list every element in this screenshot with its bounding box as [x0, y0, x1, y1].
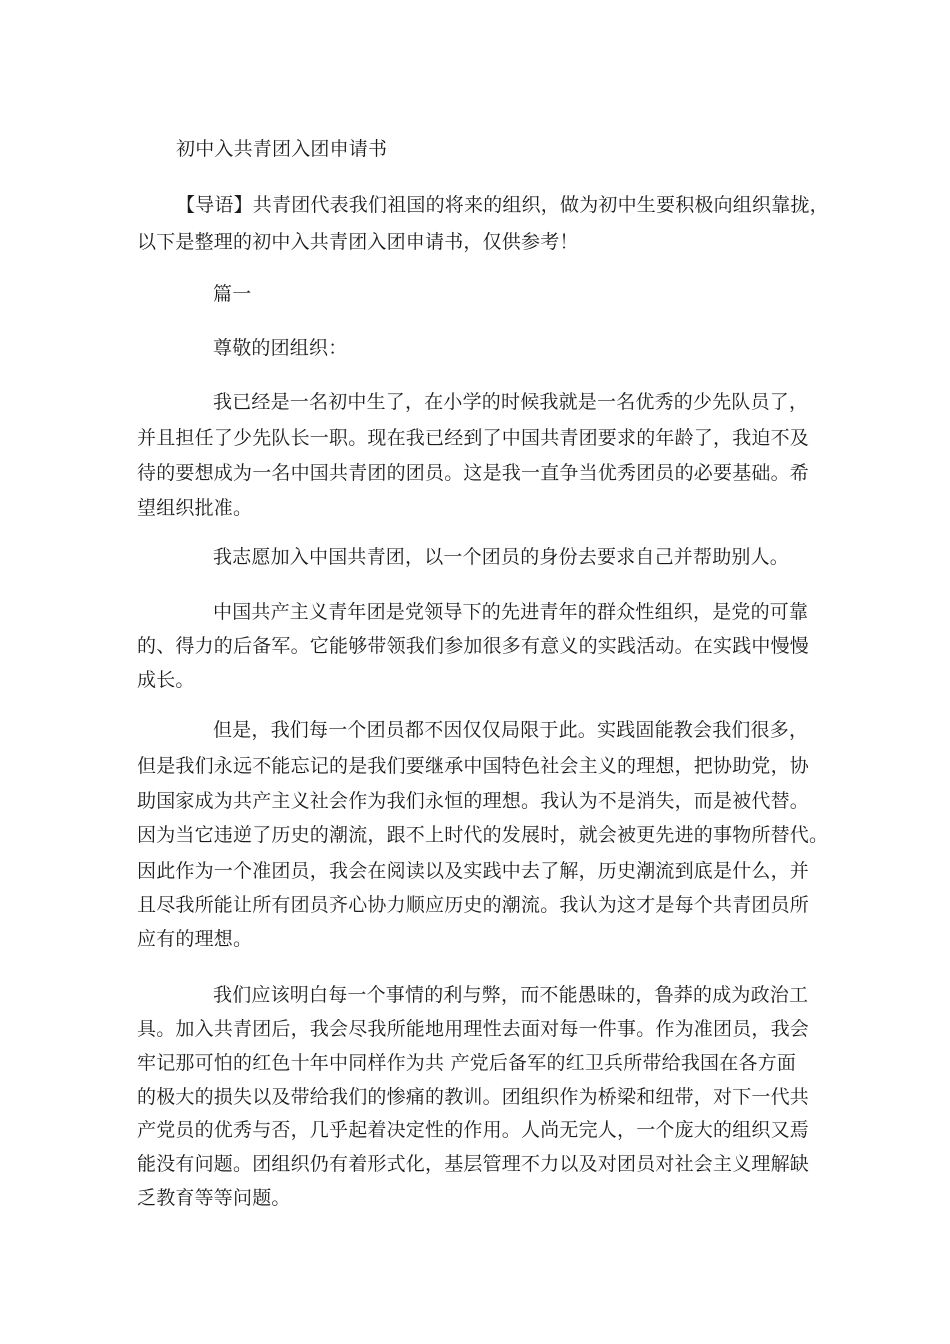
paragraph-line: 我已经是一名初中生了，在小学的时候我就是一名优秀的少先队员了，	[213, 391, 809, 413]
paragraph-line: 因为当它违逆了历史的潮流，跟不上时代的发展时，就会被更先进的事物所替代。	[137, 824, 829, 846]
paragraph-line: 因此作为一个准团员，我会在阅读以及实践中去了解，历史潮流到底是什么，并	[137, 860, 810, 882]
paragraph-line: 待的要想成为一名中国共青团的团员。这是我一直争当优秀团员的必要基础。希	[137, 462, 810, 484]
paragraph-line: 我志愿加入中国共青团，以一个团员的身份去要求自己并帮助别人。	[213, 546, 790, 568]
paragraph-line: 应有的理想。	[137, 928, 253, 950]
document-title: 初中入共青团入团申请书	[176, 138, 388, 160]
paragraph-line: 望组织批准。	[137, 497, 253, 519]
paragraph-line: 产党员的优秀与否，几乎起着决定性的作用。人尚无完人，一个庞大的组织又焉	[137, 1119, 810, 1141]
paragraph-line: 具。加入共青团后，我会尽我所能地用理性去面对每一件事。作为准团员，我会	[137, 1018, 810, 1040]
paragraph-line: 但是，我们每一个团员都不因仅仅局限于此。实践固能教会我们很多，	[213, 719, 809, 741]
paragraph-line: 成长。	[137, 669, 195, 691]
paragraph-line: 的、得力的后备军。它能够带领我们参加很多有意义的实践活动。在实践中慢慢	[137, 635, 810, 657]
paragraph-line: 中国共产主义青年团是党领导下的先进青年的群众性组织，是党的可靠	[213, 601, 809, 623]
section-label: 篇一	[213, 283, 252, 305]
paragraph-line: 助国家成为共产主义社会作为我们永恒的理想。我认为不是消失，而是被代替。	[137, 790, 810, 812]
paragraph-line: 但是我们永远不能忘记的是我们要继承中国特色社会主义的理想，把协助党，协	[137, 755, 810, 777]
paragraph-line: 牢记那可怕的红色十年中同样作为共 产党后备军的红卫兵所带给我国在各方面	[137, 1052, 797, 1074]
paragraph-line: 且尽我所能让所有团员齐心协力顺应历史的潮流。我认为这才是每个共青团员所	[137, 894, 810, 916]
paragraph-line: 能没有问题。团组织仍有着形式化，基层管理不力以及对团员对社会主义理解缺	[137, 1153, 810, 1175]
paragraph-line: 乏教育等等问题。	[137, 1187, 291, 1209]
intro-line: 以下是整理的初中入共青团入团申请书，仅供参考！	[137, 231, 579, 253]
paragraph-line: 并且担任了少先队长一职。现在我已经到了中国共青团要求的年龄了，我迫不及	[137, 427, 810, 449]
paragraph-line: 我们应该明白每一个事情的利与弊，而不能愚昧的，鲁莽的成为政治工	[213, 984, 809, 1006]
salutation: 尊敬的团组织：	[213, 337, 348, 359]
paragraph-line: 的极大的损失以及带给我们的惨痛的教训。团组织作为桥梁和纽带，对下一代共	[137, 1086, 810, 1108]
intro-line: 【导语】共青团代表我们祖国的将来的组织，做为初中生要积极向组织靠拢，	[176, 194, 829, 216]
